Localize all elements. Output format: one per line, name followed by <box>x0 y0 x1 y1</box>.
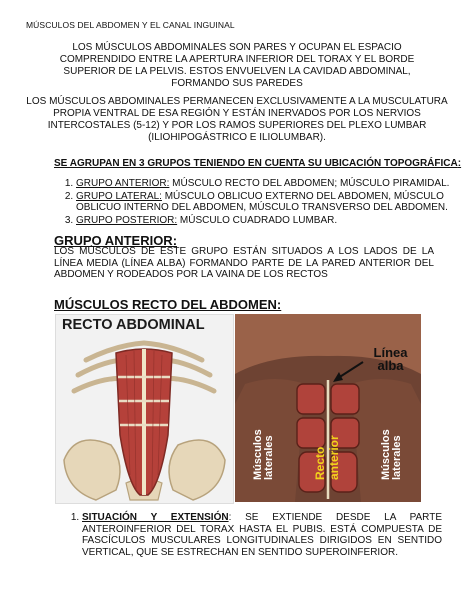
groups-list <box>54 178 466 227</box>
situacion-label: SITUACIÓN Y EXTENSIÓN <box>82 512 229 523</box>
list-item <box>82 512 442 558</box>
group-label: GRUPO LATERAL: <box>76 190 162 202</box>
group-text: MÚSCULO OBLICUO EXTERNO DEL ABDOMEN, MÚSCULO OBLICUO INTERNO DEL ABDOMEN, MÚSCULO TRANSVERSO DEL ABDOMEN. <box>76 190 448 213</box>
page-header: MÚSCULOS DEL ABDOMEN Y EL CANAL INGUINAL <box>26 20 235 30</box>
anterior-heading: GRUPO ANTERIOR: <box>54 233 178 248</box>
list-item <box>76 215 466 227</box>
lateral-muscles-label-left: Músculos laterales <box>252 429 275 480</box>
lateral-muscles-label-right: Músculos laterales <box>380 429 403 480</box>
group-label: GRUPO ANTERIOR: <box>76 178 170 189</box>
recto-heading: MÚSCULOS RECTO DEL ABDOMEN: <box>54 297 282 312</box>
anatomy-drawing <box>56 315 233 503</box>
group-text: MÚSCULO RECTO DEL ABDOMEN; MÚSCULO PIRAMIDAL. <box>169 178 450 189</box>
abdomen-photo <box>235 314 421 502</box>
recto-illustration <box>55 314 234 504</box>
situacion-list <box>54 512 442 558</box>
list-item <box>76 178 466 190</box>
recto-anterior-label: Recto anterior <box>313 435 341 480</box>
intro-paragraph-2: LOS MÚSCULOS ABDOMINALES PERMANECEN EXCLUSIVAMENTE A LA MUSCULATURA PROPIA VENTRAL DE ESA REGIÓN Y ESTÁN INERVADOS POR LOS NERVIOS INTERCOSTALES (5-12) Y POR LOS RAMOS SUPERIORES DEL PLEXO LUMBAR (ILIOHIPOGÁSTRICO E ILIOLUMBAR). <box>26 96 448 143</box>
group-text: MÚSCULO CUADRADO LUMBAR. <box>177 214 338 226</box>
situacion-text: : SE EXTIENDE DESDE LA PARTE ANTEROINFERIOR DEL TORAX HASTA EL PUBIS. ESTÁ COMPUESTA DE FASCÍCULOS MUSCULARES LONGITUDINALES DIRIGIDOS EN SENTIDO VERTICAL, QUE SE ESTRECHAN EN SENTIDO SUPEROINFERIOR. <box>82 512 442 558</box>
group-label: GRUPO POSTERIOR: <box>76 214 178 226</box>
groups-heading: SE AGRUPAN EN 3 GRUPOS TENIENDO EN CUENTA SU UBICACIÓN TOPOGRÁFICA: <box>54 158 462 169</box>
list-item <box>76 191 466 214</box>
intro-paragraph-1: LOS MÚSCULOS ABDOMINALES SON PARES Y OCUPAN EL ESPACIO COMPRENDIDO ENTRE LA APERTURA INFERIOR DEL TORAX Y EL BORDE SUPERIOR DE LA PELVIS. ESTOS ENVUELVEN LA CAVIDAD ABDOMINAL, FORMANDO SUS PAREDES <box>59 42 415 89</box>
illustration-title: RECTO ABDOMINAL <box>62 317 205 333</box>
anterior-paragraph: LOS MÚSCULOS DE ESTE GRUPO ESTÁN SITUADOS A LOS LADOS DE LA LÍNEA MEDIA (LÍNEA ALBA) FORMANDO PARTE DE LA PARED ANTERIOR DEL ABDOMEN Y RODEADOS POR LA VAINA DE LOS RECTOS <box>54 246 434 280</box>
linea-alba-label: Línea alba <box>373 345 408 373</box>
